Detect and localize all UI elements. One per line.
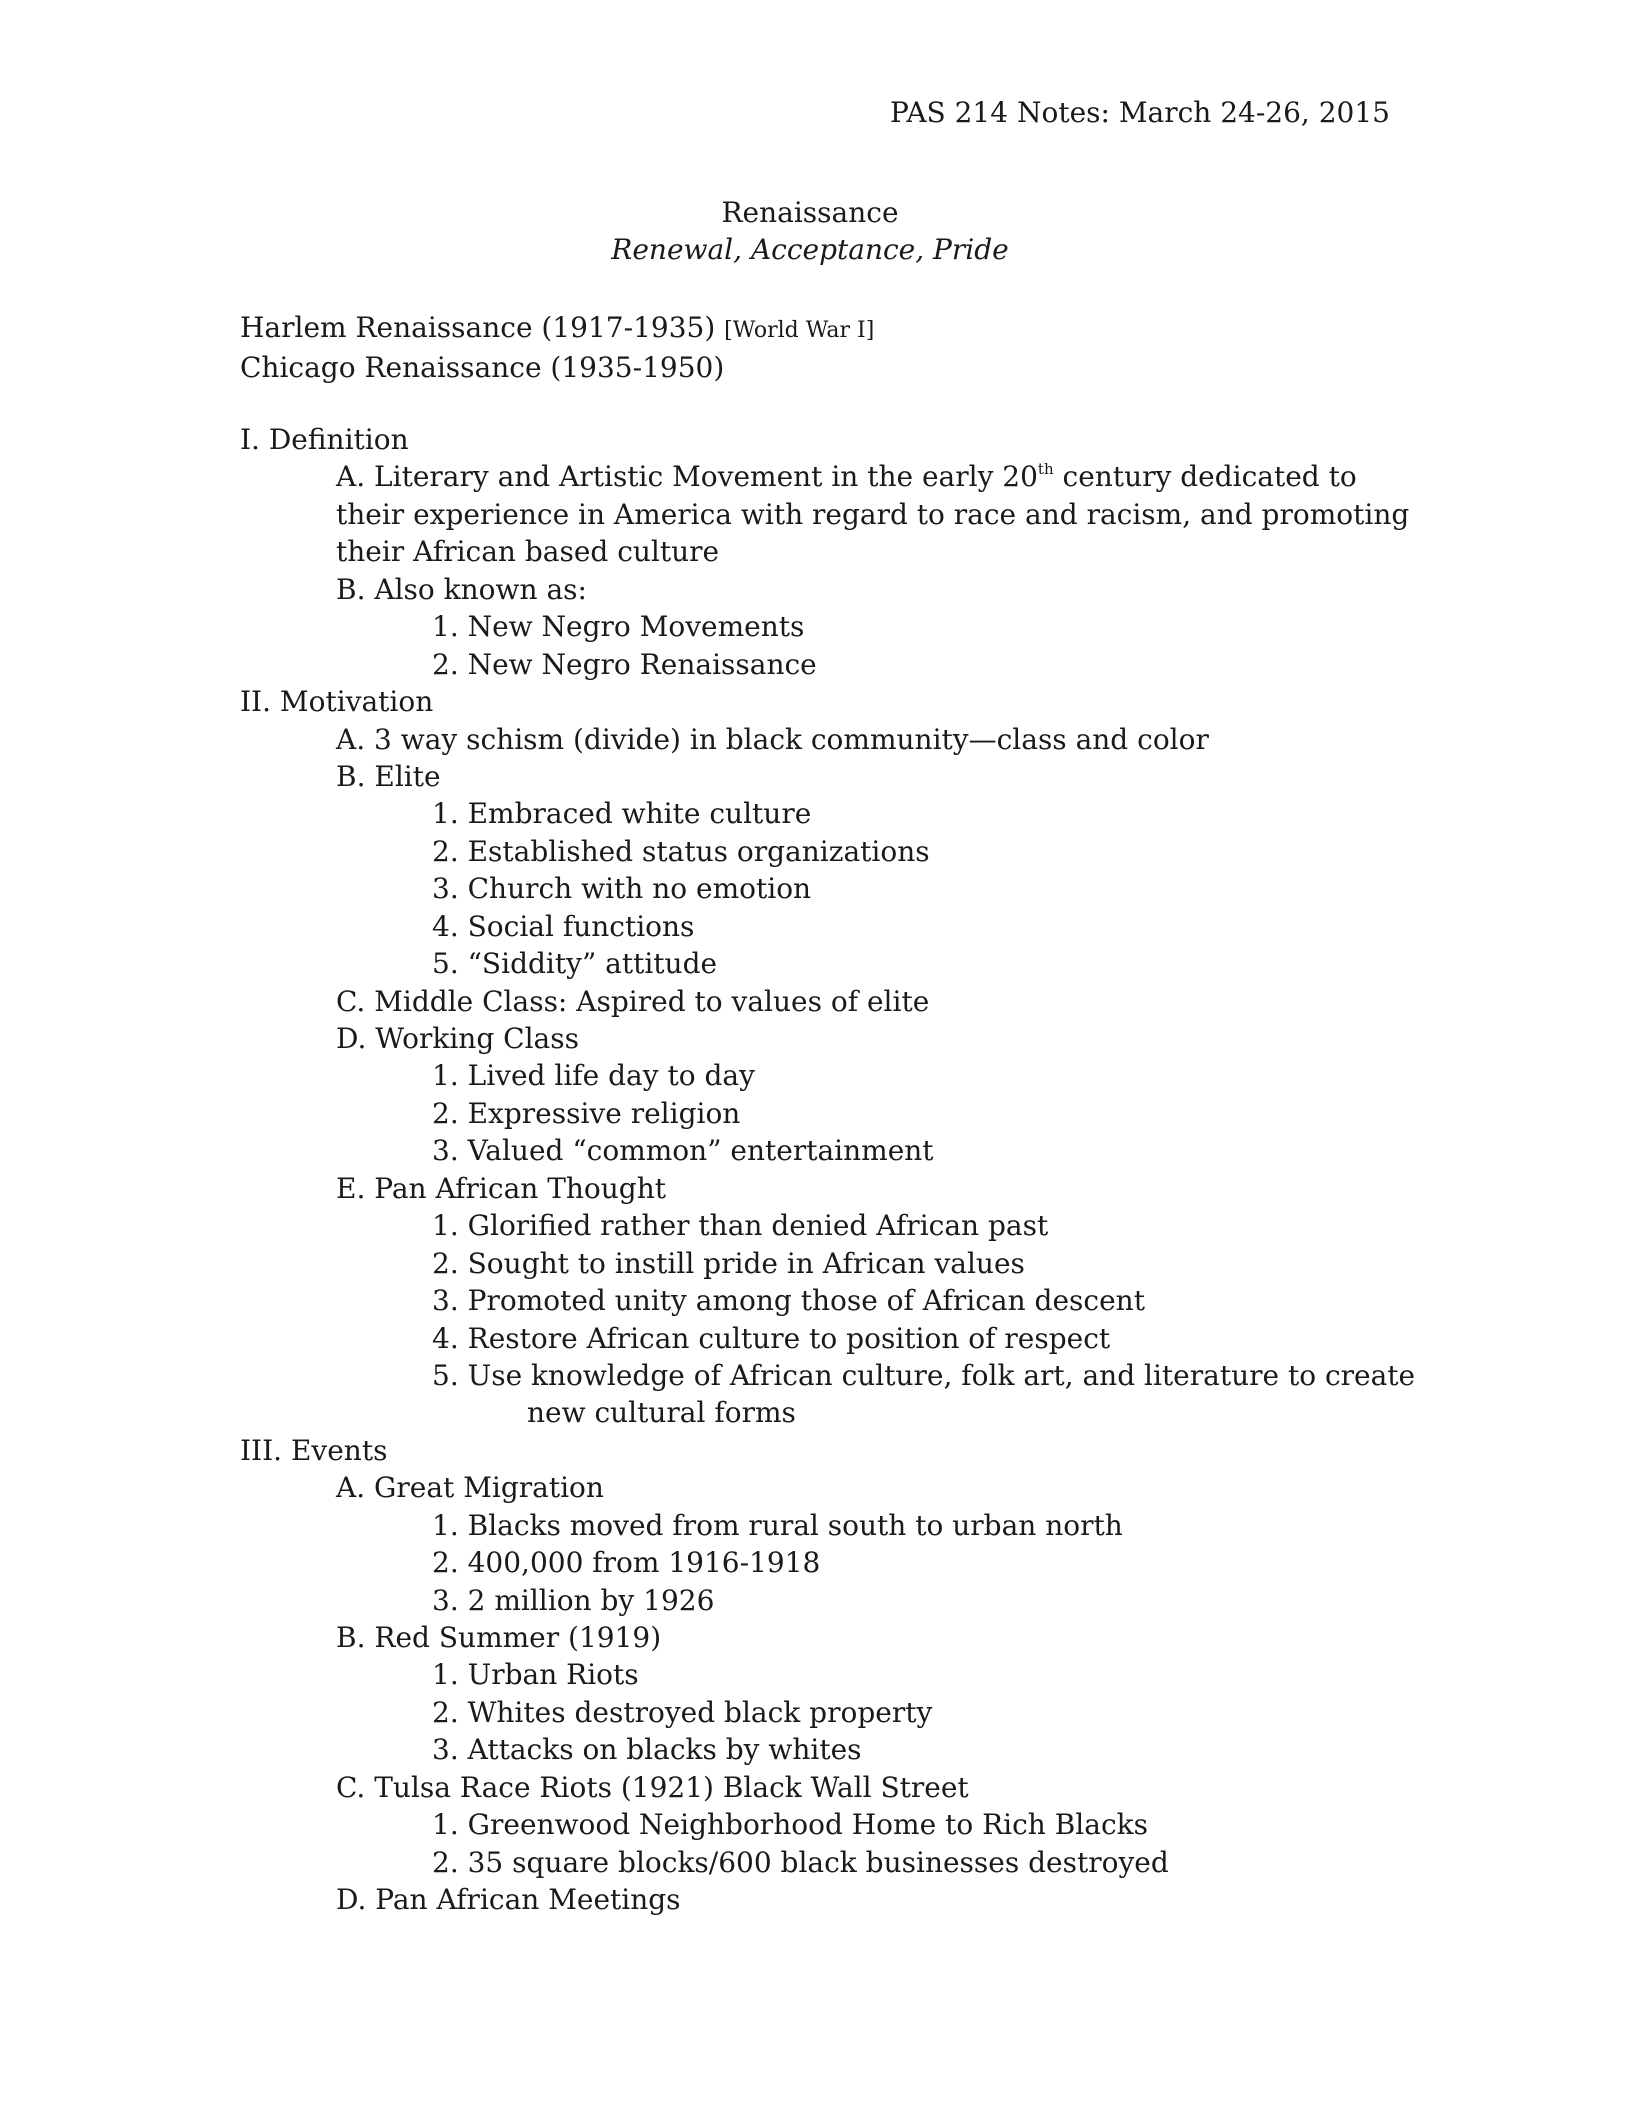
outline-item: their African based culture: [336, 535, 720, 569]
outline-item: B. Red Summer (1919): [336, 1621, 662, 1654]
outline-item: 2. New Negro Renaissance: [432, 647, 817, 681]
outline-item: E. Pan African Thought: [336, 1171, 666, 1205]
outline-item: 1. New Negro Movements: [432, 610, 805, 644]
outline-item: 3. Valued “common” entertainment: [432, 1134, 934, 1168]
period-name: Harlem Renaissance (1917-1935): [240, 311, 716, 344]
outline-item: B. Elite: [336, 759, 441, 793]
outline-item: 1. Embraced white culture: [432, 797, 812, 831]
outline-item: D. Working Class: [336, 1022, 579, 1055]
outline-item: 5. Use knowledge of African culture, folk art, and literature to create: [432, 1358, 1416, 1392]
outline-item: 2. Expressive religion: [432, 1096, 741, 1130]
outline-item: [240, 458, 1380, 495]
outline-item: A. Great Migration: [336, 1471, 604, 1505]
outline-item: 1. Glorified rather than denied African past: [432, 1209, 1049, 1243]
outline-text: A. Literary and Artistic Movement in the early 20: [336, 460, 1038, 494]
notes-outline: [240, 421, 1416, 1919]
outline-item: 2. Established status organizations: [432, 834, 930, 868]
outline-item: C. Tulsa Race Riots (1921) Black Wall Street: [336, 1770, 969, 1804]
outline-item: 3. Church with no emotion: [432, 872, 812, 906]
document-subtitle: Renewal, Acceptance, Pride: [611, 233, 1009, 266]
outline-item: 1. Blacks moved from rural south to urban north: [432, 1508, 1123, 1542]
outline-item: 3. Promoted unity among those of African descent: [432, 1284, 1145, 1318]
outline-item: their experience in America with regard to race and racism, and promoting: [336, 497, 1410, 531]
outline-item: I. Definition: [240, 423, 409, 456]
period-note: [World War I]: [724, 318, 875, 343]
outline-item: A. 3 way schism (divide) in black community—class and color: [336, 722, 1209, 756]
outline-item: 1. Lived life day to day: [432, 1059, 755, 1093]
outline-item: 4. Restore African culture to position of respect: [432, 1321, 1111, 1355]
outline-item: 2. Whites destroyed black property: [432, 1695, 933, 1729]
outline-text: century dedicated to: [1053, 460, 1357, 494]
outline-item: 5. “Siddity” attitude: [432, 947, 718, 981]
outline-item: 4. Social functions: [432, 909, 695, 943]
outline-item: 2. 35 square blocks/600 black businesses destroyed: [432, 1845, 1169, 1879]
title-block: [0, 194, 1620, 268]
outline-item: III. Events: [240, 1433, 388, 1467]
superscript: th: [1037, 460, 1054, 479]
renaissance-periods: [240, 309, 874, 386]
outline-item: new cultural forms: [527, 1396, 796, 1430]
outline-item: D. Pan African Meetings: [336, 1883, 681, 1917]
outline-item: C. Middle Class: Aspired to values of elite: [336, 984, 930, 1018]
period-line: [240, 309, 874, 349]
document-title: Renaissance: [721, 196, 899, 229]
outline-item: 1. Greenwood Neighborhood Home to Rich Blacks: [432, 1808, 1148, 1842]
period-line: [240, 349, 874, 386]
outline-item: 1. Urban Riots: [432, 1658, 639, 1692]
outline-item: II. Motivation: [240, 685, 434, 719]
outline-item: B. Also known as:: [336, 572, 587, 606]
outline-item: 3. 2 million by 1926: [432, 1583, 715, 1617]
page-header: PAS 214 Notes: March 24-26, 2015: [890, 96, 1390, 129]
outline-item: 2. Sought to instill pride in African values: [432, 1246, 1025, 1280]
outline-item: 3. Attacks on blacks by whites: [432, 1733, 862, 1767]
outline-item: 2. 400,000 from 1916-1918: [432, 1546, 821, 1580]
period-name: Chicago Renaissance (1935-1950): [240, 351, 725, 384]
